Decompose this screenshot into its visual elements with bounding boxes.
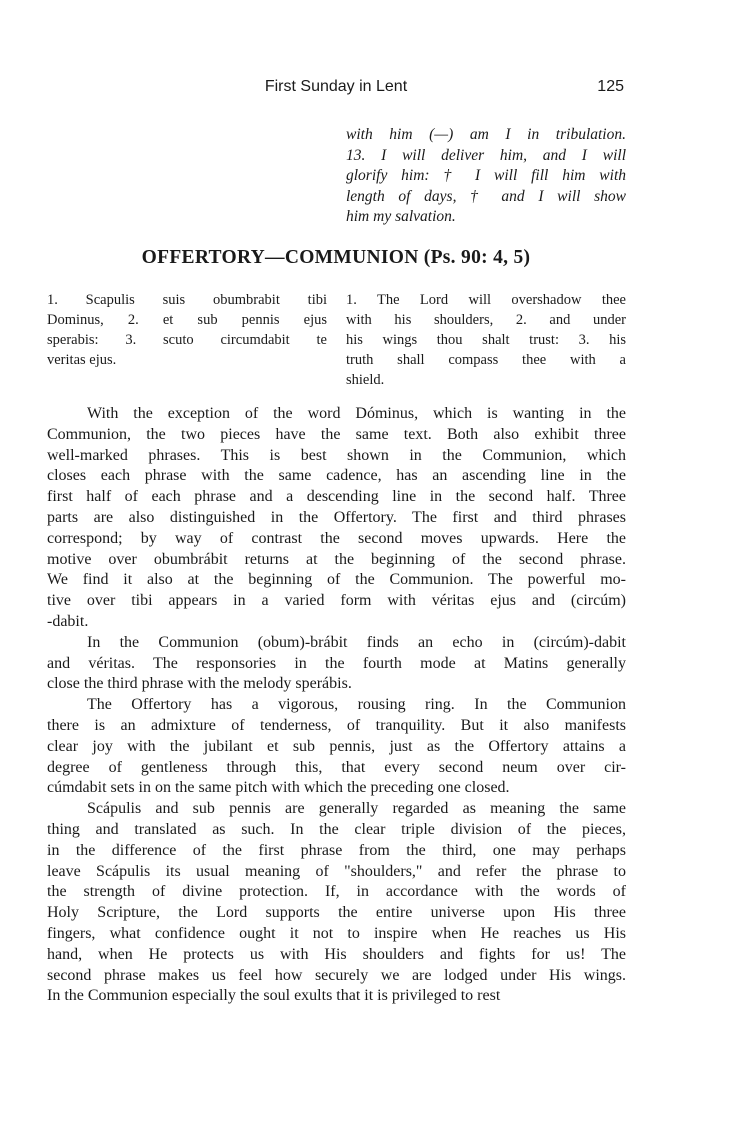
paragraph-line: second phrase makes us feel how securely we are lodged under His wings. (47, 966, 626, 984)
paragraph-line: We find it also at the beginning of the Communion. The powerful mo- (47, 571, 626, 589)
page-title: First Sunday in Lent (264, 78, 408, 95)
paragraph-line: Holy Scripture, the Lord supports the entire universe upon His three (47, 904, 626, 922)
english-line: with his shoulders, 2. and under (346, 312, 626, 328)
psalm-continuation (346, 125, 626, 228)
paragraph-line: in the difference of the first phrase from the third, one may perhaps (47, 841, 626, 859)
paragraph-line: tive over tibi appears in a varied form with véritas ejus and (circúm) (47, 592, 626, 610)
paragraph-line: and véritas. The responsories in the fourth mode at Matins generally (47, 654, 626, 672)
paragraph (47, 404, 626, 633)
page-number: 125 (597, 78, 624, 95)
paragraph-line: hand, when He protects us with His shoulders and fights for us! The (47, 945, 626, 963)
paragraph-line: cúmdabit sets in on the same pitch with which the preceding one closed. (47, 779, 510, 797)
continuation-line: him my salvation. (346, 208, 456, 225)
commentary-body (47, 404, 626, 1007)
paragraph-line: well-marked phrases. This is best shown in the Communion, which (47, 446, 626, 464)
latin-text (47, 290, 327, 370)
paragraph-line: parts are also distinguished in the Offertory. The first and third phrases (47, 508, 626, 526)
paragraph-line: there is an admixture of tenderness, of tranquility. But it also manifests (47, 716, 626, 734)
section-heading: OFFERTORY—COMMUNION (Ps. 90: 4, 5) (141, 247, 531, 268)
paragraph-line: In the Communion (obum)-brábit finds an echo in (circúm)-dabit (87, 633, 626, 651)
latin-line: Dominus, 2. et sub pennis ejus (47, 312, 327, 328)
paragraph-line: degree of gentleness through this, that every second neum over cir- (47, 758, 626, 776)
paragraph-line: The Offertory has a vigorous, rousing ring. In the Communion (87, 696, 626, 714)
english-line: 1. The Lord will overshadow thee (346, 292, 626, 308)
continuation-line: with him (—) am I in tribulation. (346, 126, 626, 143)
latin-line: veritas ejus. (47, 352, 117, 368)
latin-line: 1. Scapulis suis obumbrabit tibi (47, 292, 327, 308)
paragraph (47, 695, 626, 799)
latin-line: sperabis: 3. scuto circumdabit te (47, 332, 327, 348)
paragraph (47, 799, 626, 1007)
paragraph-line: thing and translated as such. In the clear triple division of the pieces, (47, 820, 626, 838)
english-translation (346, 290, 626, 390)
paragraph-line: fingers, what confidence ought it not to inspire when He reaches us His (47, 924, 626, 942)
continuation-line: 13. I will deliver him, and I will (346, 146, 626, 164)
paragraph-line: Communion, the two pieces have the same text. Both also exhibit three (47, 425, 626, 443)
paragraph-line: With the exception of the word Dóminus, which is wanting in the (87, 405, 626, 422)
english-line: truth shall compass thee with a (346, 352, 626, 368)
paragraph-line: -dabit. (47, 612, 89, 630)
paragraph-line: leave Scápulis its usual meaning of "shoulders," and refer the phrase to (47, 862, 626, 880)
paragraph-line: In the Communion especially the soul exults that it is privileged to rest (47, 987, 501, 1005)
paragraph-line: correspond; by way of contrast the second moves upwards. Here the (47, 529, 626, 547)
paragraph-line: clear joy with the jubilant et sub pennis, just as the Offertory attains a (47, 737, 626, 755)
english-line: his wings thou shalt trust: 3. his (346, 332, 626, 348)
paragraph-line: first half of each phrase and a descending line in the second half. Three (47, 488, 626, 506)
paragraph-line: close the third phrase with the melody sperábis. (47, 675, 352, 693)
paragraph-line: closes each phrase with the same cadence, has an ascending line in the (47, 467, 626, 485)
paragraph-line: Scápulis and sub pennis are generally regarded as meaning the same (87, 800, 626, 818)
continuation-line: glorify him: † I will fill him with (346, 167, 626, 184)
paragraph (47, 633, 626, 695)
continuation-line: length of days, † and I will show (346, 187, 626, 205)
paragraph-line: the strength of divine protection. If, in accordance with the words of (47, 883, 626, 901)
english-line: shield. (346, 372, 385, 388)
paragraph-line: motive over obumbrábit returns at the beginning of the second phrase. (47, 550, 626, 568)
running-head (0, 78, 740, 102)
